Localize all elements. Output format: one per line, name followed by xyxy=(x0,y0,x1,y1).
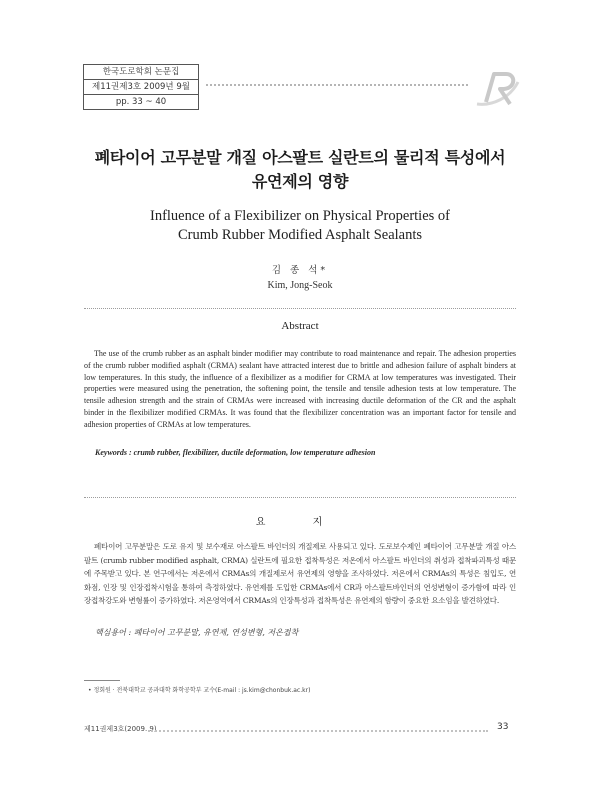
title-korean-line-2: 유연제의 영향 xyxy=(251,172,349,191)
footnote-rule xyxy=(84,680,120,681)
title-korean-line-1: 폐타이어 고무분말 개질 아스팔트 실란트의 물리적 특성에서 xyxy=(94,148,506,167)
author-english: Kim, Jong-Seok xyxy=(267,280,333,291)
summary-keywords: 핵심용어 : 폐타이어 고무분말, 유연제, 연성변형, 저온접착 xyxy=(95,628,299,637)
author-footnote: • 정회원 · 전북대학교 공과대학 화학공학부 교수(E-mail : js.kim@chonbuk.ac.kr) xyxy=(88,687,311,694)
page-number: 33 xyxy=(497,722,509,732)
title-english xyxy=(60,207,540,245)
title-korean xyxy=(60,146,540,194)
footer-volume: 제11권제3호(2009. 9) xyxy=(84,725,157,733)
r-logo-icon xyxy=(472,68,522,110)
abstract-keywords: Keywords : crumb rubber, flexibilizer, ductile deformation, low temperature adhesion xyxy=(95,448,376,457)
title-english-line-1: Influence of a Flexibilizer on Physical Properties of xyxy=(150,208,450,224)
abstract-heading: Abstract xyxy=(281,320,319,332)
summary-heading: 요 지 xyxy=(255,517,345,528)
footer-dotted-rule xyxy=(148,730,488,732)
summary-body: 폐타이어 고무분말은 도로 유지 및 보수재로 아스팔트 바인더의 개질제로 사용되고 있다. 도로보수제인 폐타이어 고무분말 개질 아스팔트 (crumb rubber modified asphalt, CRMA) 실란트에 필요한 접착특성은 저온에서 아스팔트 바인더의 취성과 접착파괴특성 때문에 주목받고 있다. 본 연구에서는 저온에서 CRMAs의 개질제로서 유연제의 영향을 조사하였다. 저온에서 CRMAs의 특성은 침입도, 연화점, 인장 및 인장접착시험을 통하여 측정하였다. 유연제를 도입한 CRMAs에서 CR과 아스팔트바인더의 연성변형이 증가함에 따라 인장접착강도와 변형률이 증가하였다. 저온영역에서 CRMAs의 인장특성과 접착특성은 유연제의 함량이 중요한 요소임을 발견하였다. xyxy=(84,542,516,606)
divider-before-summary xyxy=(84,497,516,498)
journal-name: 한국도로학회 논문집 xyxy=(84,65,198,80)
title-english-line-2: Crumb Rubber Modified Asphalt Sealants xyxy=(177,227,423,243)
header-dotted-rule xyxy=(206,84,468,86)
divider-after-authors xyxy=(84,308,516,309)
journal-info-box xyxy=(83,64,199,110)
journal-pages: pp. 33 ~ 40 xyxy=(115,97,167,107)
abstract-body: The use of the crumb rubber as an asphalt binder modifier may contribute to road maintenance and repair. The adhesion properties of the crumb rubber modified asphalt (CRMA) sealant have attracted interest due to brittle and adhesion failure of asphalt binders at low temperatures. In this study, the influence of a flexibilizer as a modifier for CRMA at low temperatures was investigated. Their properties were measured using the penetration, the softening point, the tensile and tensile adhesion tests at low temperature. The tensile adhesion strength and the strain of CRMAs were increased with increasing ductile deformation of the CR and the asphalt binder in the flexibilizer modified CRMAs. It was found that the flexibilizer concentration was an important factor for tensile and adhesion properties of CRMAs at low temperatures. xyxy=(84,349,516,429)
author-korean: 김 종 석* xyxy=(271,265,329,276)
journal-volume-issue: 제11권제3호 2009년 9월 xyxy=(84,80,198,95)
